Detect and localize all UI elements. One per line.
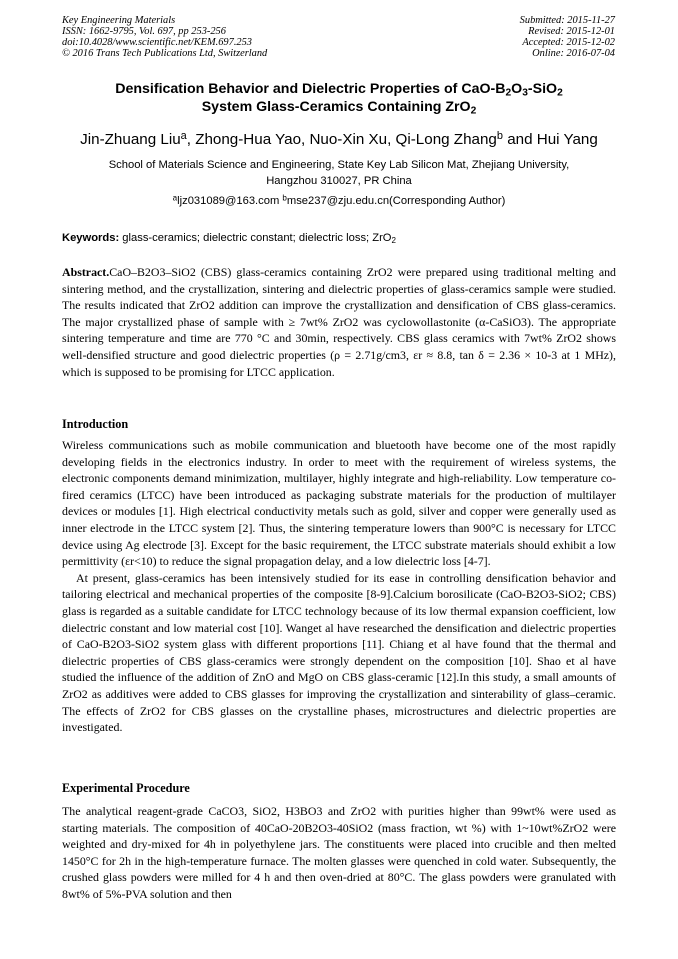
online-date: Online: 2016-07-04 (532, 48, 615, 59)
affiliation (62, 157, 616, 189)
title-line-1: Densification Behavior and Dielectric Properties of CaO-$B_2O_3-SiO_2$ (115, 81, 563, 99)
accepted-date: Accepted: 2015-12-02 (522, 37, 615, 48)
journal-doi[interactable]: doi:10.4028/www.scientific.net/KEM.697.253 (62, 37, 252, 48)
exp-paragraph-1: The analytical reagent-grade CaCO3, SiO2, H3BO3 and ZrO2 with purities higher than 99wt% were used as starting materials. The composition of 40CaO-20B2O3-40SiO2 (mass fraction, wt %) with 1~10wt%ZrO2 were weighted and dry-mixed for 4h in polyethylene jars. The constituents were placed into crucible and then melted 1450°C for 2h in the high-temperature furnace. The molten glasses were quenched in cold water. Subsequently, the crushed glass powders were milled for 4 h and then oven-dried at 80°C. The glass powders were granulated with 8wt% of 5%-PVA solution and then (62, 804, 616, 901)
journal-copyright: © 2016 Trans Tech Publications Ltd, Switzerland (62, 48, 268, 59)
email-a[interactable]: ljz031089@163.com (177, 195, 283, 207)
paper-title (62, 80, 616, 116)
submission-dates (520, 15, 615, 59)
revised-date: Revised: 2015-12-01 (528, 26, 615, 37)
introduction-body (62, 437, 616, 736)
author-emails: $^a$ljz031089@163.com $^b$mse237@zju.edu.cn(Corresponding Author) (172, 193, 506, 207)
submitted-date: Submitted: 2015-11-27 (519, 15, 615, 26)
journal-name: Key Engineering Materials (62, 15, 176, 26)
affiliation-line-1: School of Materials Science and Engineering, State Key Lab Silicon Mat, Zhejiang University, (108, 159, 570, 171)
abstract-label: Abstract. (62, 265, 110, 279)
author-list: Jin-Zhuang Liu$^a$, Zhong-Hua Yao, Nuo-Xin Xu, Qi-Long Zhang$^b$ and Hui Yang (80, 130, 598, 148)
introduction-heading: Introduction (62, 417, 129, 431)
email-b[interactable]: mse237@zju.edu.cn(Corresponding Author) (286, 195, 506, 207)
keywords-label: Keywords: (62, 232, 120, 244)
keywords: Keywords: glass-ceramics; dielectric constant; dielectric loss; ZrO$_2$ (62, 232, 396, 246)
affiliation-line-2: Hangzhou 310027, PR China (266, 175, 412, 187)
intro-paragraph-1: Wireless communications such as mobile communication and bluetooth have become one of the most rapidly developing fields in the electronics industry. In order to meet with the requirement of wireless systems, the electronic components demand minimization, multilayer, highly integrate and high-reliability. Low temperature co-fired ceramics (LTCC) have been introduced as packaging substrate materials for the production of multilayer devices or modules [1]. High electrical conductivity metals such as gold, silver and copper were generally used as inner electrode in the LTCC system [2]. Thus, the sintering temperature lowers than 900°C is necessary for LTCC device using Ag electrode [3]. Except for the basic requirement, the LTCC substrate materials should exhibit a low permittivity (εr<10) to reduce the signal propagation delay, and a low dielectric loss [4-7]. (62, 438, 616, 569)
experimental-heading: Experimental Procedure (62, 781, 190, 795)
abstract (62, 264, 616, 380)
journal-info (62, 15, 267, 59)
experimental-body (62, 803, 616, 903)
title-line-2: System Glass-Ceramics Containing ZrO$_2$ (201, 99, 477, 117)
journal-issn: ISSN: 1662-9795, Vol. 697, pp 253-256 (62, 26, 226, 37)
intro-paragraph-2: At present, glass-ceramics has been intensively studied for its ease in controlling densification behavior and tailoring electrical and mechanical properties of the composite [8-9].Calcium borosilicate (CaO-B2O3-SiO2; CBS) glass is regarded as a suitable candidate for LTCC technology because of its low thermal expansion coefficient, low dielectric constant and low material cost [10]. Wanget al have researched the densification and dielectric properties of CaO-B2O3-SiO2 system glass with different proportions [11]. Chiang et al have found that the thermal and dielectric properties of CBS glass-ceramics were strongly dependent on the composition [10]. Shao et al have studied the influence of the addition of ZnO and MgO on CBS glass-ceramic [12].In this study, a small amounts of ZrO2 as additives were added to CBS glasses for improving the crystallization and sinterability of glass–ceramic. The effects of ZrO2 for CBS glasses on the crystalline phases, microstructures and dielectric properties are investigated. (62, 570, 616, 735)
abstract-text: CaO–B2O3–SiO2 (CBS) glass-ceramics containing ZrO2 were prepared using traditional melting and sintering method, and the crystallization, sintering and dielectric properties of glass-ceramics sample were studied. The results indicated that ZrO2 addition can improve the crystallization and densification of CBS glass-ceramics. The major crystallized phase of sample with ≥ 7wt% ZrO2 was cyclowollastonite (α-CaSiO3). The appropriate sintering temperature and time are 770 °C and 30min, respectively. CBS glass ceramics with 7wt% ZrO2 shows well-densified structure and good dielectric properties (ρ = 2.71g/cm3, εr ≈ 8.8, tan δ = 2.36 × 10-3 at 1 MHz), which is supposed to be promising for LTCC application. (62, 265, 616, 379)
keywords-text: glass-ceramics; dielectric constant; dielectric loss; ZrO (119, 232, 392, 244)
